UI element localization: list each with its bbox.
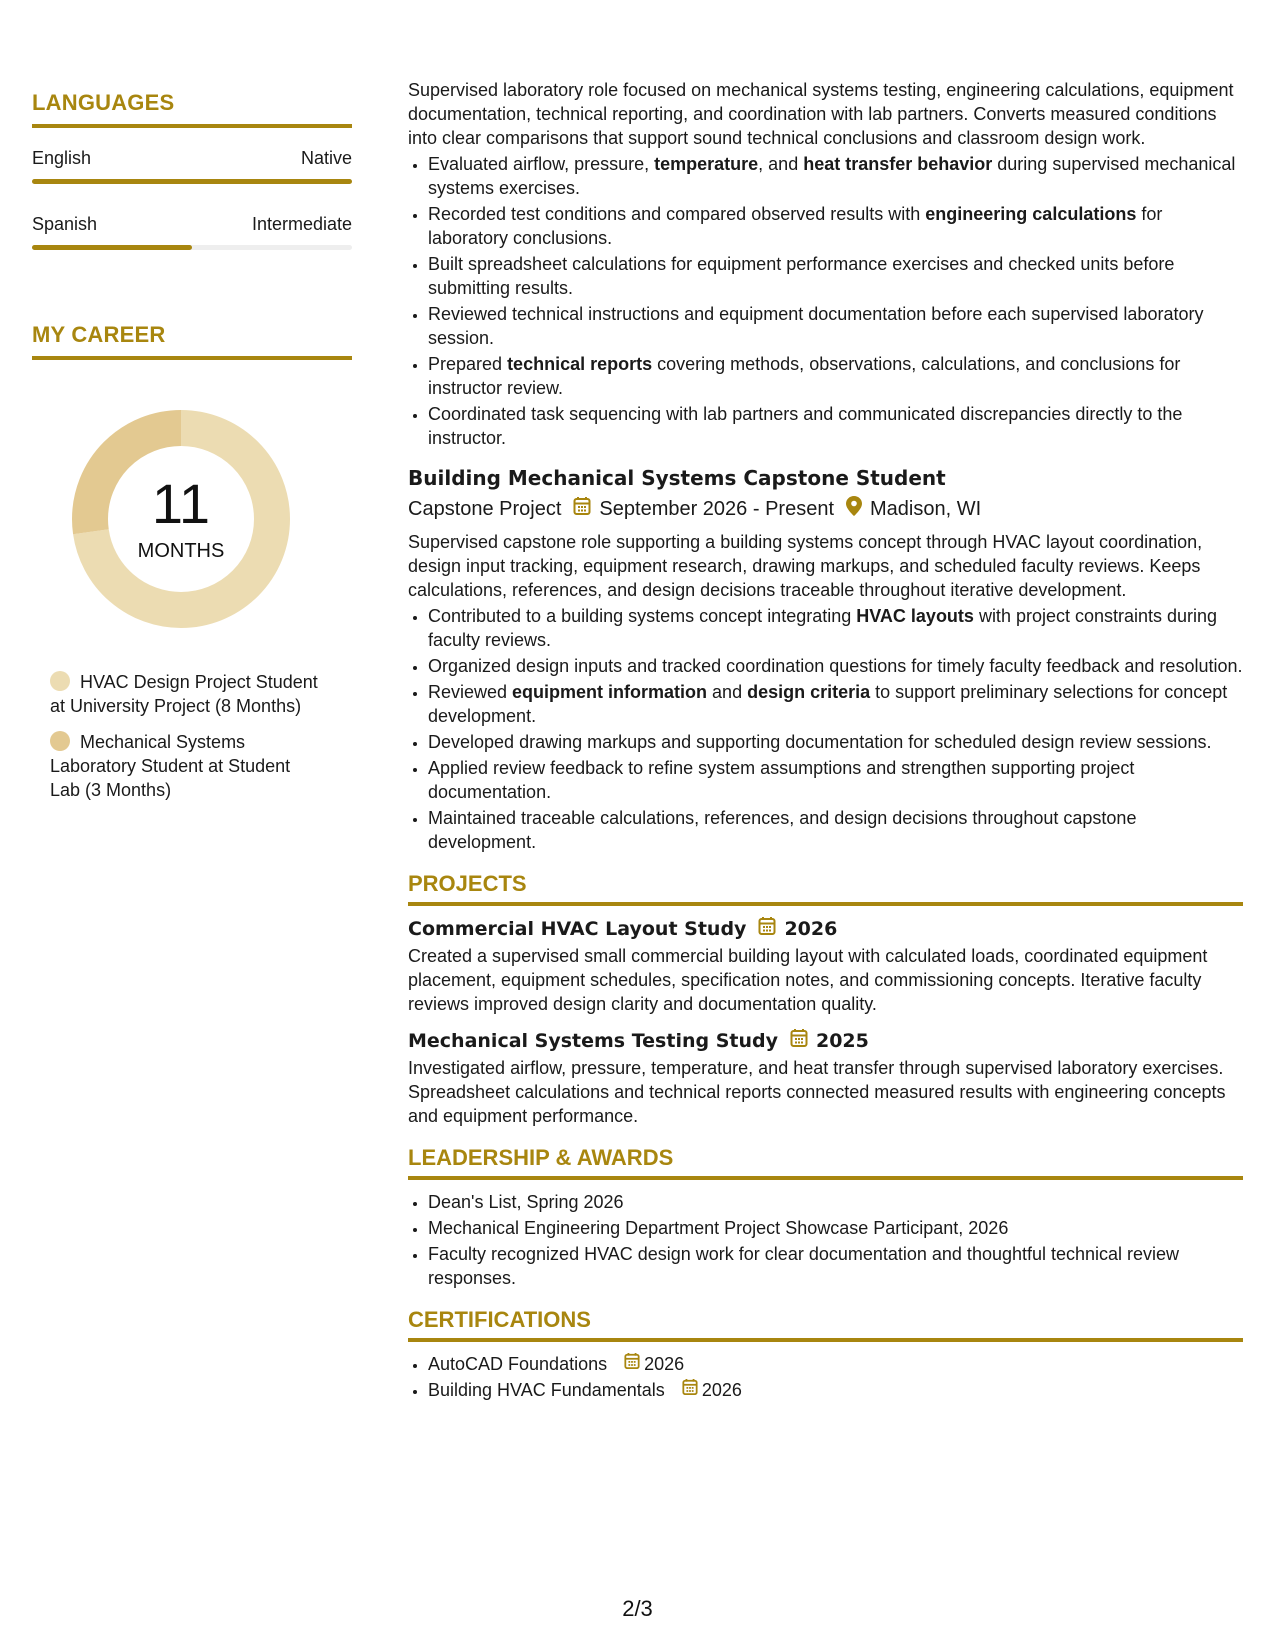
legend-label: HVAC Design Project Student at University Project (8 Months) <box>50 672 318 716</box>
list-item: • Contributed to a building systems concept integrating HVAC layouts with project constraints during faculty reviews. <box>428 604 1243 652</box>
certifications-list <box>408 1352 1243 1402</box>
project-year: 2026 <box>784 918 838 940</box>
lab-role-bullets <box>408 152 1243 450</box>
certifications-heading: CERTIFICATIONS <box>408 1308 1243 1342</box>
calendar-icon <box>758 916 776 942</box>
calendar-icon <box>624 1352 640 1376</box>
list-item: • Reviewed equipment information and design criteria to support preliminary selections for concept development. <box>428 680 1243 728</box>
career-total-months: 11 <box>151 472 211 535</box>
list-item: • Applied review feedback to refine system assumptions and strengthen supporting project documentation. <box>428 756 1243 804</box>
list-item: • Faculty recognized HVAC design work for clear documentation and thoughtful technical review responses. <box>428 1242 1243 1290</box>
lab-role-summary: Supervised laboratory role focused on mechanical systems testing, engineering calculations, equipment documentation, technical reporting, and coordination with lab partners. Converts measured conditions into clear comparisons that support sound technical conclusions and classroom design work. <box>408 80 1234 148</box>
project-item <box>408 1028 1243 1128</box>
capstone-summary: Supervised capstone role supporting a building systems concept through HVAC layout coordination, design input tracking, equipment research, drawing markups, and scheduled faculty reviews. Keeps calculations, references, and design decisions traceable throughout iterative development. <box>408 532 1203 600</box>
language-name: Spanish <box>32 214 98 234</box>
certification-name: Building HVAC Fundamentals <box>428 1380 665 1400</box>
list-item: • Mechanical Engineering Department Project Showcase Participant, 2026 <box>428 1216 1243 1240</box>
projects-heading: PROJECTS <box>408 872 1243 906</box>
language-level: Intermediate <box>251 214 352 234</box>
list-item: • Recorded test conditions and compared observed results with engineering calculations for laboratory conclusions. <box>428 202 1243 250</box>
capstone-dates: September 2026 - Present <box>599 498 835 520</box>
awards-heading: LEADERSHIP & AWARDS <box>408 1146 1243 1180</box>
capstone-location: Madison, WI <box>870 498 982 520</box>
languages-heading: LANGUAGES <box>32 90 352 128</box>
capstone-bullets <box>408 604 1243 854</box>
career-legend-item <box>50 730 320 802</box>
project-description: Created a supervised small commercial building layout with calculated loads, coordinated equipment placement, equipment schedules, specification notes, and commissioning concepts. Iterative faculty reviews improved design clarity and documentation quality. <box>408 946 1208 1014</box>
language-proficiency-bar <box>32 245 352 250</box>
language-proficiency-fill <box>32 245 192 250</box>
main-content <box>408 78 1243 1404</box>
list-item: • Maintained traceable calculations, references, and design decisions throughout capstone development. <box>428 806 1243 854</box>
list-item: • Organized design inputs and tracked coordination questions for timely faculty feedback and resolution. <box>428 654 1243 678</box>
certification-year: 2026 <box>701 1380 742 1400</box>
list-item: • Prepared technical reports covering methods, observations, calculations, and conclusions for instructor review. <box>428 352 1243 400</box>
career-legend-item <box>50 670 320 718</box>
list-item: • Built spreadsheet calculations for equipment performance exercises and checked units before submitting results. <box>428 252 1243 300</box>
capstone-org: Capstone Project <box>408 498 562 520</box>
certification-name: AutoCAD Foundations <box>428 1354 608 1374</box>
language-level: Native <box>300 148 352 168</box>
list-item: • Coordinated task sequencing with lab partners and communicated discrepancies directly to the instructor. <box>428 402 1243 450</box>
calendar-icon <box>573 496 591 522</box>
list-item: • Dean's List, Spring 2026 <box>428 1190 1243 1214</box>
legend-label: Mechanical Systems Laboratory Student at Student Lab (3 Months) <box>50 732 291 800</box>
career-donut-chart <box>66 404 296 634</box>
project-name: Commercial HVAC Layout Study <box>408 918 747 940</box>
language-proficiency-bar <box>32 179 352 184</box>
career-heading: MY CAREER <box>32 322 352 360</box>
page-number: 2/3 <box>622 1596 653 1621</box>
project-description: Investigated airflow, pressure, temperature, and heat transfer through supervised laboratory exercises. Spreadsheet calculations and technical reports connected measured results with engineering concepts and equipment performance. <box>408 1058 1226 1126</box>
project-year: 2025 <box>815 1030 869 1052</box>
list-item: • Evaluated airflow, pressure, temperature, and heat transfer behavior during supervised mechanical systems exercises. <box>428 152 1243 200</box>
certification-year: 2026 <box>644 1354 685 1374</box>
calendar-icon <box>790 1028 808 1054</box>
career-legend <box>50 670 320 802</box>
language-item <box>32 148 352 184</box>
awards-list <box>408 1190 1243 1290</box>
language-name: English <box>32 148 92 168</box>
project-name: Mechanical Systems Testing Study <box>408 1030 778 1052</box>
calendar-icon <box>682 1378 698 1402</box>
capstone-job-meta <box>408 496 1243 522</box>
sidebar <box>32 90 352 814</box>
career-total-unit: MONTHS <box>137 540 225 562</box>
list-item <box>428 1352 1243 1376</box>
list-item: • Reviewed technical instructions and equipment documentation before each supervised laboratory session. <box>428 302 1243 350</box>
language-item <box>32 214 352 250</box>
legend-dot-icon <box>50 671 70 691</box>
list-item <box>428 1378 1243 1402</box>
language-proficiency-fill <box>32 179 352 184</box>
project-item <box>408 916 1243 1016</box>
map-pin-icon <box>846 496 862 522</box>
legend-dot-icon <box>50 731 70 751</box>
capstone-job-title: Building Mechanical Systems Capstone Student <box>408 466 946 490</box>
list-item: • Developed drawing markups and supporting documentation for scheduled design review sessions. <box>428 730 1243 754</box>
